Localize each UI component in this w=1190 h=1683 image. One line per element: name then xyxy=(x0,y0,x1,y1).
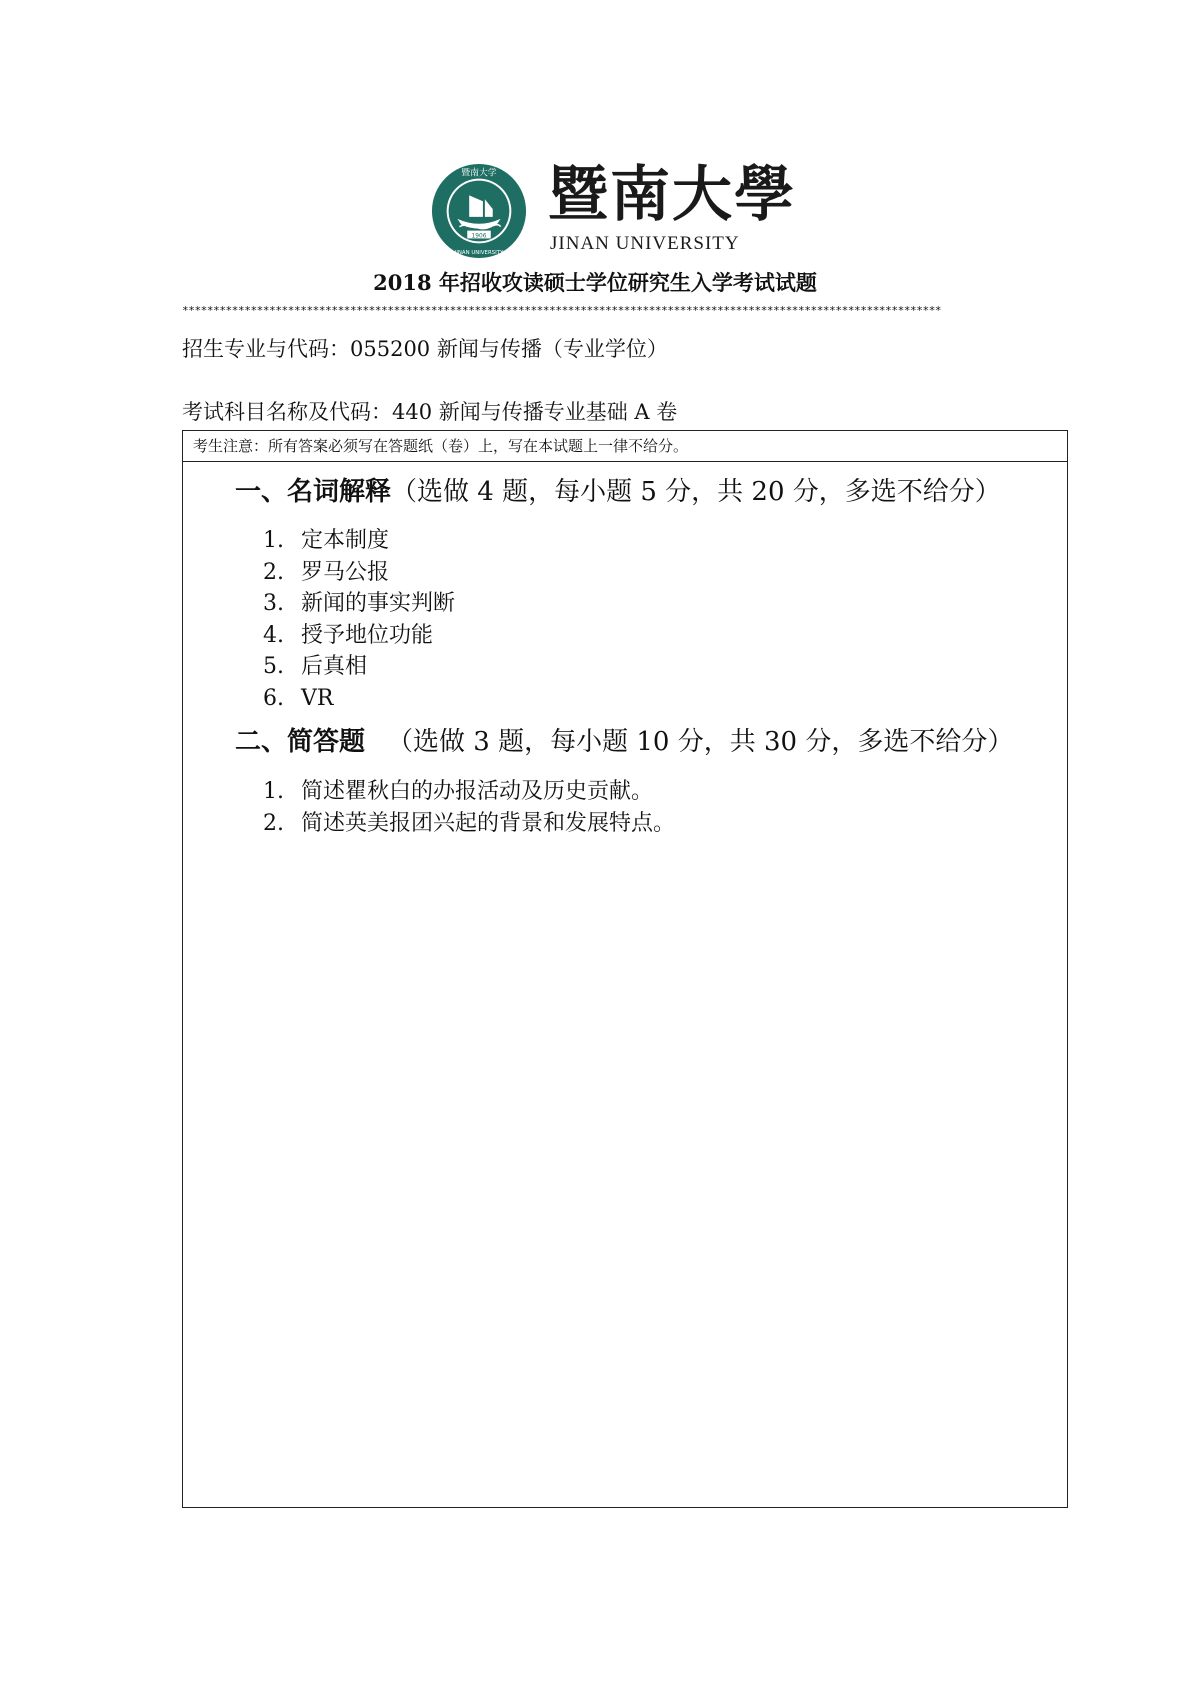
section-1-question-list xyxy=(263,525,455,715)
question-item xyxy=(263,651,455,683)
section-1-instruction: （选做 4 题，每小题 5 分，共 20 分，多选不给分） xyxy=(391,477,1001,507)
question-text: 定本制度 xyxy=(301,528,390,553)
subject-info: 考试科目名称及代码：440 新闻与传播专业基础 A 卷 xyxy=(182,400,678,424)
question-text: 罗马公报 xyxy=(301,559,390,585)
question-text: VR xyxy=(301,685,334,711)
section-1-heading xyxy=(235,475,1001,509)
question-number: 1. xyxy=(263,779,284,804)
section-2-question-list xyxy=(263,776,675,839)
seal-bottom-text: JINAN UNIVERSITY xyxy=(454,250,504,257)
question-item xyxy=(263,525,455,557)
question-item xyxy=(263,776,675,808)
question-text: 授予地位功能 xyxy=(301,622,434,648)
question-item xyxy=(263,557,455,589)
section-2-title: 二、简答题 xyxy=(235,727,366,757)
question-number: 3. xyxy=(263,591,284,617)
question-number: 5. xyxy=(263,654,284,680)
university-name-en: JINAN UNIVERSITY xyxy=(550,233,740,254)
exam-content-box xyxy=(182,430,1068,1508)
university-name-cn: 暨南大學 xyxy=(548,160,796,230)
question-number: 2. xyxy=(263,559,284,585)
star-divider: ************************************************************************************************************************** xyxy=(182,304,942,317)
question-number: 4. xyxy=(263,622,284,648)
question-text: 新闻的事实判断 xyxy=(301,591,456,617)
section-2-heading xyxy=(235,725,1013,759)
exam-title: 2018 年招收攻读硕士学位研究生入学考试试题 xyxy=(373,270,817,295)
question-text: 简述英美报团兴起的背景和发展特点。 xyxy=(301,810,676,836)
section-1-title: 一、名词解释 xyxy=(235,477,392,507)
major-info: 招生专业与代码：055200 新闻与传播（专业学位） xyxy=(182,337,668,361)
question-item xyxy=(263,620,455,652)
question-number: 1. xyxy=(263,528,284,553)
seal-year-text: 1906 xyxy=(471,233,487,240)
question-item xyxy=(263,808,675,840)
section-2-instruction: （选做 3 题，每小题 10 分，共 30 分，多选不给分） xyxy=(387,727,1014,757)
university-seal-icon xyxy=(430,162,528,260)
question-number: 6. xyxy=(263,685,284,711)
question-text: 后真相 xyxy=(301,654,368,680)
question-text: 简述瞿秋白的办报活动及历史贡献。 xyxy=(301,779,654,804)
university-logo xyxy=(430,160,796,260)
question-item xyxy=(263,588,455,620)
question-number: 2. xyxy=(263,810,284,836)
candidate-notice: 考生注意：所有答案必须写在答题纸（卷）上，写在本试题上一律不给分。 xyxy=(183,431,1067,462)
question-item xyxy=(263,683,455,715)
seal-top-text: 暨南大学 xyxy=(461,168,497,179)
